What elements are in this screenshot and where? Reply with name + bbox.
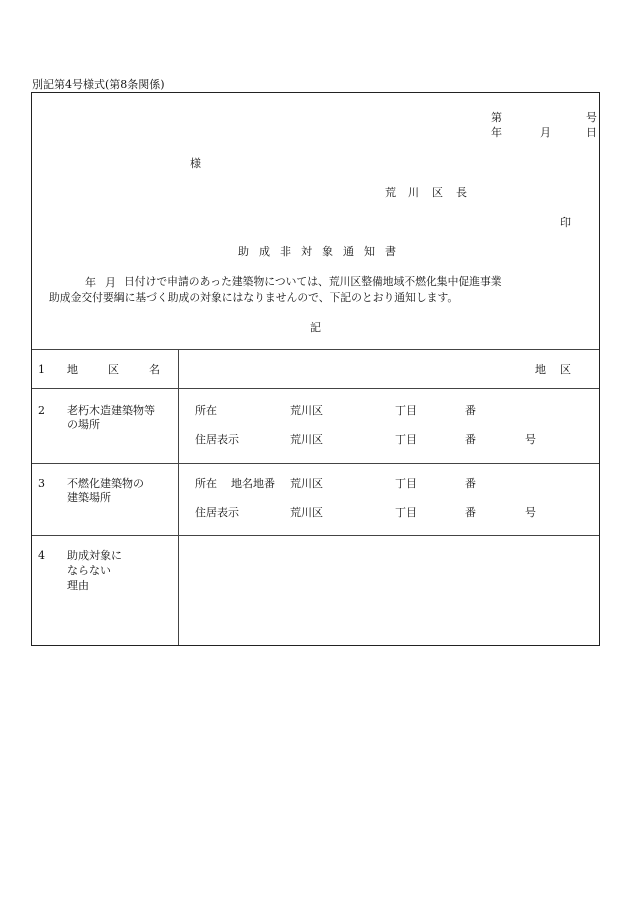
row-4-label-line-1: 助成対象に [67,549,122,562]
row-3-label-line-2: 建築場所 [67,491,111,504]
date-month: 月 [540,126,551,139]
row-3-ban-2: 番 [465,506,476,519]
row-3-arakawa-1: 荒川区 [290,477,323,490]
row-rule-2 [32,463,599,464]
row-2-ban-1: 番 [465,404,476,417]
title-char-1: 助 [238,245,249,258]
row-3-label-line-1: 不燃化建築物の [67,477,144,490]
row-rule-3 [32,535,599,536]
seal-mark: 印 [560,216,571,229]
issuer-char-2: 川 [408,186,419,199]
row-3-chimei-label: 地名地番 [231,477,275,490]
row-3-shozai-label: 所在 [195,477,217,490]
row-2-chome-1: 丁目 [395,404,417,417]
title-char-4: 対 [301,245,312,258]
issuer-char-3: 区 [432,186,443,199]
row-2-jukyo-label: 住居表示 [195,433,239,446]
issuer-char-1: 荒 [385,186,396,199]
number-go: 号 [586,111,597,124]
row-4-label-line-2: ならない [67,564,111,577]
body-date-month: 月 [105,276,116,289]
number-dai: 第 [491,111,502,124]
title-char-8: 書 [385,245,396,258]
title-char-5: 象 [322,245,333,258]
row-3-chome-2: 丁目 [395,506,417,519]
row-3-jukyo-label: 住居表示 [195,506,239,519]
row-3-number: 3 [38,477,45,490]
row-1-label-char-3: 名 [149,363,160,376]
row-2-number: 2 [38,404,45,417]
row-rule-1 [32,388,599,389]
row-3-go-2: 号 [525,506,536,519]
row-1-label-char-1: 地 [67,363,78,376]
row-4-number: 4 [38,549,45,562]
date-year: 年 [491,126,502,139]
row-2-label-line-1: 老朽木造建築物等 [67,404,155,417]
ki-mark: 記 [310,321,321,334]
title-char-2: 成 [259,245,270,258]
title-char-3: 非 [280,245,291,258]
row-2-chome-2: 丁目 [395,433,417,446]
body-line-2: 助成金交付要綱に基づく助成の対象にはなりませんので、下記のとおり通知します。 [49,291,459,304]
row-2-shozai-label: 所在 [195,404,217,417]
row-1-label-char-2: 区 [108,363,119,376]
addressee-sama: 様 [190,157,201,170]
row-2-ban-2: 番 [465,433,476,446]
row-2-label-line-2: の場所 [67,418,100,431]
row-3-ban-1: 番 [465,477,476,490]
title-char-6: 通 [343,245,354,258]
row-3-chome-1: 丁目 [395,477,417,490]
row-1-number: 1 [38,363,45,376]
row-3-arakawa-2: 荒川区 [290,506,323,519]
row-1-chiku-char-1: 地 [535,363,546,376]
title-char-7: 知 [364,245,375,258]
row-4-label-line-3: 理由 [67,579,89,592]
issuer-char-4: 長 [456,186,467,199]
row-2-go-2: 号 [525,433,536,446]
body-date-year: 年 [85,276,96,289]
date-day: 日 [586,126,597,139]
row-2-arakawa-2: 荒川区 [290,433,323,446]
row-2-arakawa-1: 荒川区 [290,404,323,417]
row-1-chiku-char-2: 区 [560,363,571,376]
table-top-rule [32,349,599,350]
body-line-1: 日付けで申請のあった建築物については、荒川区整備地域不燃化集中促進事業 [124,275,502,288]
form-label: 別記第4号様式(第8条関係) [32,78,165,91]
notice-form-frame [31,92,600,646]
table-column-rule [178,349,179,645]
